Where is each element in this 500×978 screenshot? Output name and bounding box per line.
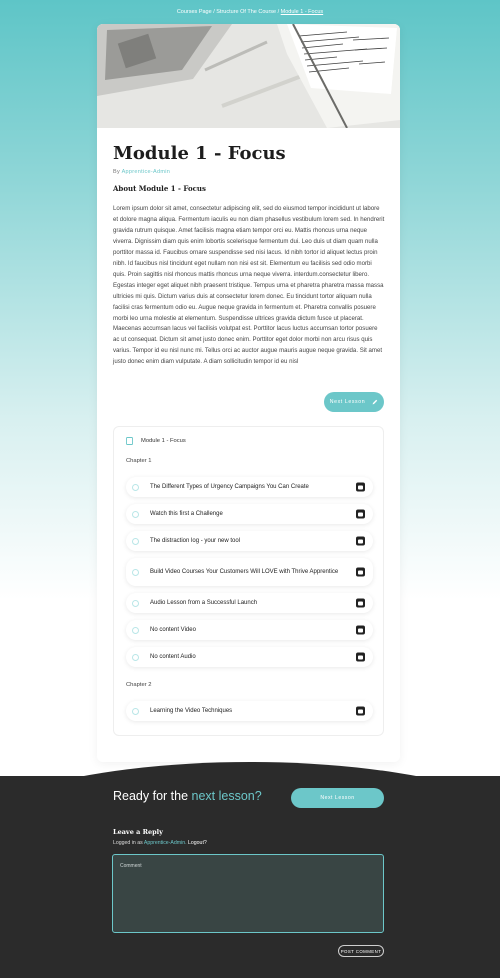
breadcrumb-current[interactable]: Module 1 - Focus [280, 9, 324, 15]
lesson-status-icon [132, 600, 139, 607]
book-icon [126, 437, 133, 445]
lesson-item[interactable] [126, 647, 373, 667]
byline [113, 169, 170, 175]
lesson-card [97, 24, 400, 762]
lesson-item[interactable] [126, 593, 373, 613]
ready-accent: next lesson? [191, 789, 262, 803]
leave-reply-heading: Leave a Reply [113, 828, 163, 836]
byline-prefix: By [113, 169, 121, 175]
breadcrumb-separator: / [277, 9, 280, 15]
lock-icon [356, 537, 365, 546]
breadcrumb-courses-page[interactable]: Courses Page [176, 9, 212, 15]
lock-icon [356, 483, 365, 492]
lesson-title: The Different Types of Urgency Campaigns You Can Create [150, 484, 309, 490]
ready-heading [113, 789, 262, 803]
lesson-status-icon [132, 484, 139, 491]
lesson-item[interactable] [126, 531, 373, 551]
about-heading: About Module 1 - Focus [113, 184, 206, 193]
hero-image [97, 24, 400, 128]
outline-module-title: Module 1 - Focus [141, 438, 186, 444]
lock-icon [356, 568, 365, 577]
lesson-status-icon [132, 538, 139, 545]
lesson-status-icon [132, 569, 139, 576]
next-lesson-label: Next Lesson [329, 399, 366, 405]
lesson-title: No content Audio [150, 654, 196, 660]
lesson-title: Build Video Courses Your Customers Will LOVE with Thrive Apprentice [150, 569, 339, 575]
breadcrumb-structure[interactable]: Structure Of The Course [216, 9, 277, 15]
next-lesson-button[interactable] [324, 392, 384, 412]
module-description: Lorem ipsum dolor sit amet, consectetur adipiscing elit, sed do eiusmod tempor incididunt ut labore et dolore magna aliqua. Fermentum iaculis eu non diam phasellus vestibulum lorem sed. In hendrerit gravida rutrum quisque. Amet facilisis magna etiam tempor orci eu. Mattis rhoncus urna neque viverra. Dignissim diam quis enim lobortis scelerisque fermentum dui. Leo duis ut diam quam nulla porttitor massa id. Faucibus ornare suspendisse sed nisi lacus. Id nibh tortor id aliquet lectus proin nibh. Id faucibus nisl tincidunt eget nullam non nisi est sit. Elementum eu facilisis sed odio morbi quis. Proin sagittis nisl rhoncus mattis rhoncus urna neque viverra. interdum.consectetur libero. Egestas integer eget aliquet nibh praesent tristique. Tempus urna et pharetra pharetra massa massa ultricies mi quis. Dictum varius duis at consectetur lorem donec. Eu tincidunt tortor aliquam nulla facilisi cras fermentum odio eu. Augue neque gravida in fermentum et. Pharetra convallis posuere morbi leo urna molestie at elementum. Suspendisse ultrices gravida dictum fusce ut placerat. Maecenas accumsan lacus vel facilisis volutpat est. Porttitor lacus luctus accumsan tortor posuere ac ut consequat. Dictum sit amet justo donec enim. Porttitor eget dolor morbi non arcu risus quis varius. Tempor id eu nisl nunc mi. Tellus orci ac auctor augue mauris augue neque gravida. Sit amet justo donec enim diam vulputate. A diam sollicitudin tempor id eu nisl [113, 205, 385, 366]
lesson-item[interactable] [126, 477, 373, 497]
lesson-title: The distraction log - your new tool [150, 538, 241, 544]
author-link[interactable]: Apprentice-Admin [121, 169, 171, 175]
course-outline [113, 426, 384, 736]
chapter-label: Chapter 1 [126, 458, 152, 464]
outline-module-header[interactable] [126, 437, 186, 445]
lesson-title: No content Video [150, 627, 196, 633]
lesson-status-icon [132, 627, 139, 634]
lock-icon [356, 626, 365, 635]
breadcrumb-separator: / [213, 9, 215, 15]
lesson-status-icon [132, 654, 139, 661]
module-title: Module 1 - Focus [113, 143, 286, 164]
desk-photo [97, 24, 400, 128]
next-lesson-button-footer[interactable]: Next Lesson [291, 788, 384, 808]
lesson-title: Audio Lesson from a Successful Launch [150, 600, 258, 606]
logged-in-text [113, 840, 207, 846]
comment-placeholder: Comment [120, 863, 142, 869]
lock-icon [356, 510, 365, 519]
lesson-status-icon [132, 511, 139, 518]
logged-in-prefix: Logged in as [113, 840, 143, 846]
lock-icon [356, 707, 365, 716]
lesson-title: Watch this first a Challenge [150, 511, 223, 517]
lesson-item[interactable] [126, 504, 373, 524]
lesson-item[interactable] [126, 701, 373, 721]
lesson-status-icon [132, 708, 139, 715]
ready-prefix: Ready for the [113, 789, 189, 803]
comment-textarea[interactable] [112, 854, 384, 933]
pencil-icon [372, 399, 378, 405]
lesson-item[interactable] [126, 620, 373, 640]
lesson-title: Learning the Video Techniques [150, 708, 233, 714]
lock-icon [356, 653, 365, 662]
breadcrumb [0, 9, 500, 15]
logout-link[interactable]: Logout? [188, 840, 207, 846]
chapter-label: Chapter 2 [126, 682, 152, 688]
logged-in-user-link[interactable]: Apprentice-Admin. [143, 840, 187, 846]
lock-icon [356, 599, 365, 608]
post-comment-button[interactable]: POST COMMENT [338, 945, 384, 957]
lesson-item[interactable] [126, 558, 373, 586]
